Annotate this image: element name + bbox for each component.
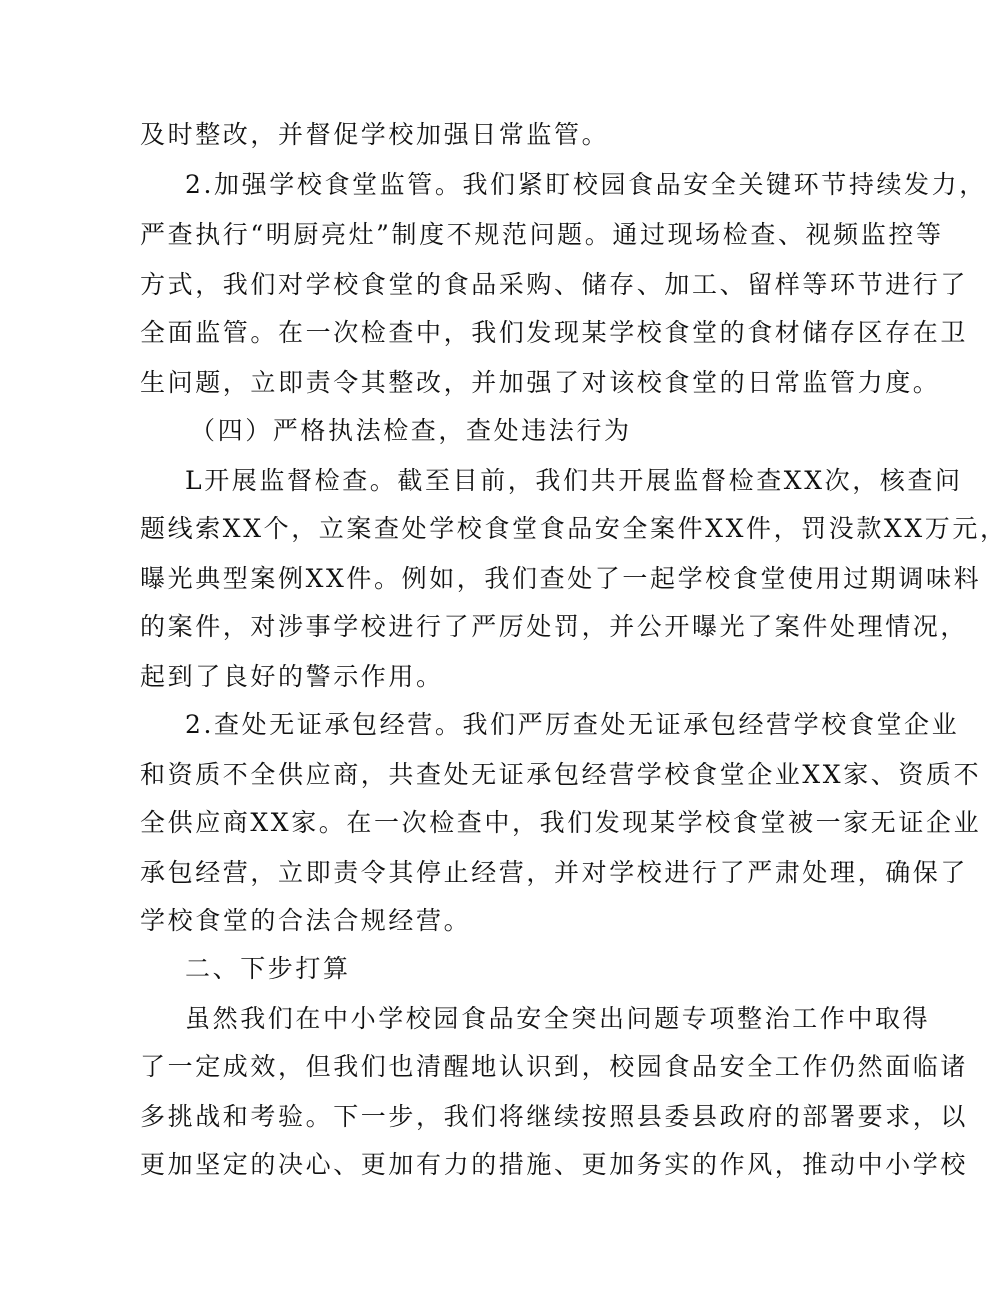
- text-line: 和资质不全供应商，共查处无证承包经营学校食堂企业XX家、资质不: [140, 760, 982, 789]
- text-line: 了一定成效，但我们也清醒地认识到，校园食品安全工作仍然面临诸: [140, 1052, 969, 1081]
- text-line: 学校食堂的合法合规经营。: [140, 906, 472, 935]
- section-heading: 二、下步打算: [185, 954, 351, 983]
- text-line: 更加坚定的决心、更加有力的措施、更加务实的作风，推动中小学校: [140, 1150, 969, 1179]
- text-line: 生问题，立即责令其整改，并加强了对该校食堂的日常监管力度。: [140, 368, 941, 397]
- text-line: 方式，我们对学校食堂的食品采购、储存、加工、留样等环节进行了: [140, 270, 969, 299]
- text-line: 曝光典型案例XX件。例如，我们查处了一起学校食堂使用过期调味料: [140, 564, 982, 593]
- text-line: 起到了良好的警示作用。: [140, 662, 444, 691]
- text-line: 全供应商XX家。在一次检查中，我们发现某学校食堂被一家无证企业: [140, 808, 982, 837]
- text-line: 多挑战和考验。下一步，我们将继续按照县委县政府的部署要求，以: [140, 1102, 969, 1131]
- paragraph-first-line: L开展监督检查。截至目前，我们共开展监督检查XX次，核查问: [185, 466, 963, 495]
- text-line: 的案件，对涉事学校进行了严厉处罚，并公开曝光了案件处理情况，: [140, 612, 969, 641]
- text-line: 题线索XX个，立案查处学校食堂食品安全案件XX件，罚没款XX万元，: [140, 514, 1008, 543]
- paragraph-first-line: 2.查处无证承包经营。我们严厉查处无证承包经营学校食堂企业: [185, 710, 960, 739]
- paragraph-first-line: 虽然我们在中小学校园食品安全突出问题专项整治工作中取得: [185, 1004, 931, 1033]
- text-line: 及时整改，并督促学校加强日常监管。: [140, 120, 610, 149]
- text-line: 严查执行“明厨亮灶”制度不规范问题。通过现场检查、视频监控等: [140, 220, 944, 249]
- paragraph-first-line: 2.加强学校食堂监管。我们紧盯校园食品安全关键环节持续发力，: [185, 170, 987, 199]
- text-line: 承包经营，立即责令其停止经营，并对学校进行了严肃处理，确保了: [140, 858, 969, 887]
- text-line: 全面监管。在一次检查中，我们发现某学校食堂的食材储存区存在卫: [140, 318, 969, 347]
- section-heading: （四）严格执法检查，查处违法行为: [190, 416, 632, 445]
